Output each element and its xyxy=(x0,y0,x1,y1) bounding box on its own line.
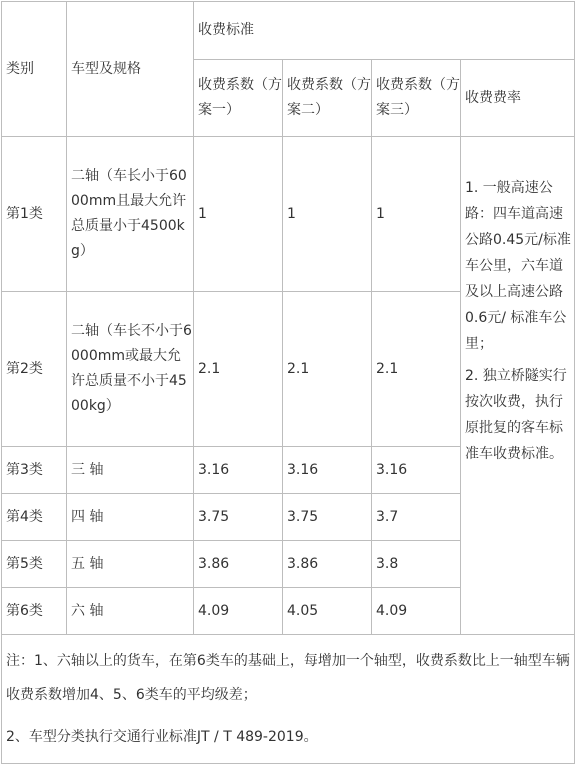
header-standard: 收费标准 xyxy=(194,2,575,60)
row-coef1: 2.1 xyxy=(194,292,283,447)
rate-text-1: 1. 一般高速公路：四车道高速公路0.45元/标准车公里，六车道及以上高速公路0.6元/ 标准车公里； xyxy=(465,180,571,352)
row-coef1: 3.75 xyxy=(194,494,283,541)
row-model: 二轴（车长小于6000mm且最大允许总质量小于4500kg） xyxy=(67,137,194,292)
row-category: 第2类 xyxy=(2,292,67,447)
row-coef3: 3.7 xyxy=(372,494,461,541)
row-coef2: 3.86 xyxy=(283,541,372,588)
rate-text-2: 2. 独立桥隧实行按次收费，执行原批复的客车标准车收费标准。 xyxy=(465,368,567,462)
note-1: 注：1、六轴以上的货车，在第6类车的基础上，每增加一个轴型，收费系数比上一轴型车辆收费系数增加4、5、6类车的平均级差； xyxy=(6,653,570,703)
header-coef-plan2: 收费系数（方案二） xyxy=(283,60,372,137)
row-coef3: 1 xyxy=(372,137,461,292)
row-coef1: 4.09 xyxy=(194,588,283,635)
notes-cell xyxy=(2,635,575,764)
note-2: 2、车型分类执行交通行业标准JT / T 489-2019。 xyxy=(6,729,318,745)
row-model: 六 轴 xyxy=(67,588,194,635)
row-coef3: 4.09 xyxy=(372,588,461,635)
row-category: 第3类 xyxy=(2,447,67,494)
header-coef-plan3: 收费系数（方案三） xyxy=(372,60,461,137)
rate-cell xyxy=(461,137,575,635)
header-coef-plan1: 收费系数（方案一） xyxy=(194,60,283,137)
row-model: 二轴（车长不小于6000mm或最大允许总质量不小于4500kg） xyxy=(67,292,194,447)
row-coef3: 3.16 xyxy=(372,447,461,494)
row-coef1: 3.86 xyxy=(194,541,283,588)
row-model: 四 轴 xyxy=(67,494,194,541)
row-coef2: 2.1 xyxy=(283,292,372,447)
row-coef2: 3.16 xyxy=(283,447,372,494)
header-model: 车型及规格 xyxy=(67,2,194,137)
row-model: 三 轴 xyxy=(67,447,194,494)
row-coef1: 1 xyxy=(194,137,283,292)
row-category: 第6类 xyxy=(2,588,67,635)
row-coef2: 3.75 xyxy=(283,494,372,541)
row-model: 五 轴 xyxy=(67,541,194,588)
row-category: 第5类 xyxy=(2,541,67,588)
row-coef2: 4.05 xyxy=(283,588,372,635)
row-category: 第4类 xyxy=(2,494,67,541)
header-category: 类别 xyxy=(2,2,67,137)
row-coef2: 1 xyxy=(283,137,372,292)
table-row xyxy=(2,137,575,292)
row-category: 第1类 xyxy=(2,137,67,292)
row-coef3: 2.1 xyxy=(372,292,461,447)
header-rate: 收费费率 xyxy=(461,60,575,137)
toll-standard-table xyxy=(1,1,575,764)
row-coef3: 3.8 xyxy=(372,541,461,588)
row-coef1: 3.16 xyxy=(194,447,283,494)
